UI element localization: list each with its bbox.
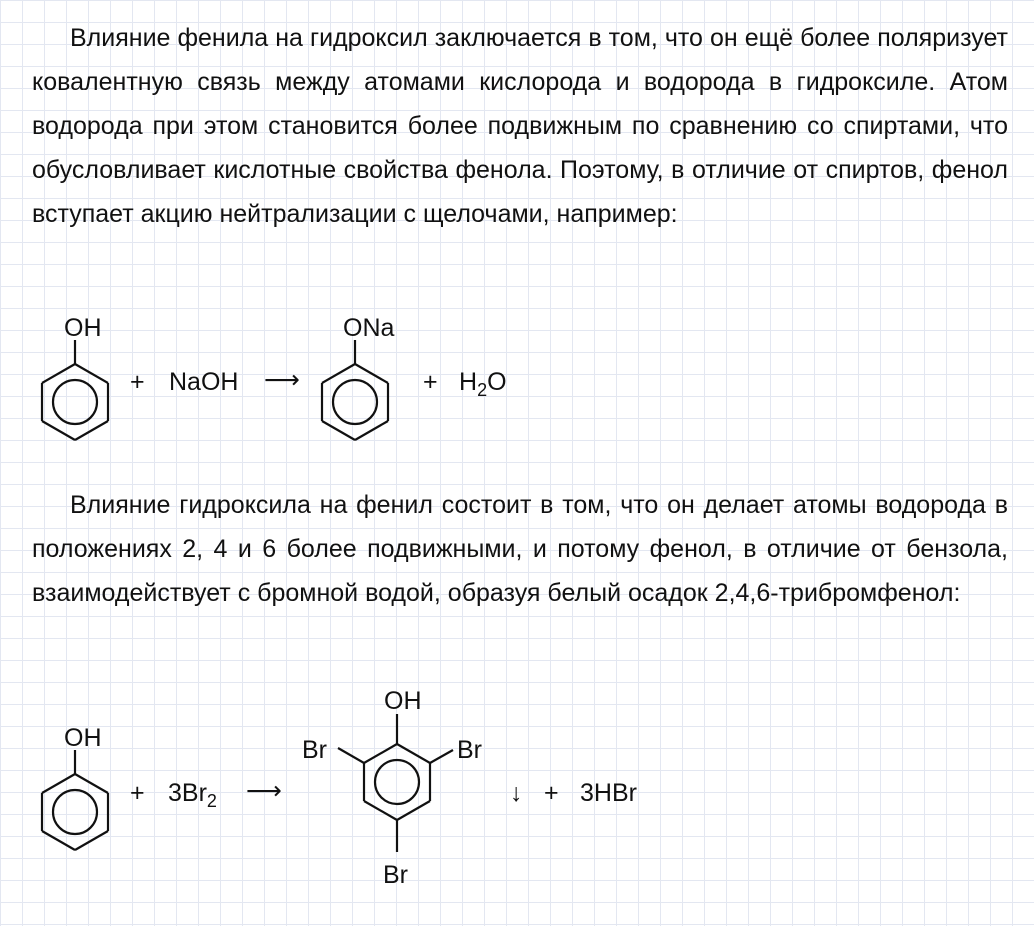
water-formula: $H_2O$ bbox=[459, 368, 507, 400]
tribromophenol-oh-label: OH bbox=[384, 687, 422, 715]
sodium-phenolate-ona-label: ONa bbox=[343, 314, 395, 342]
tribromophenol-br-right: Br bbox=[457, 736, 482, 764]
tribromophenol-br-bottom: Br bbox=[383, 861, 408, 889]
tribromophenol-br-left: Br bbox=[302, 736, 327, 764]
reaction1-arrow: ⟶ bbox=[264, 366, 300, 394]
hydrogen-bromide-formula: 3HBr bbox=[580, 779, 637, 807]
paragraph-phenyl-effect: Влияние фенила на гидроксил заключается в том, что он ещё более поляризует ковалентную связь между атомами кислорода и водорода в гидроксиле. Атом водорода при этом становится более подвижным по сравнению со спиртами, что обусловливает кислотные свойства фенола. Поэтому, в отличие от спиртов, фенол вступает акцию нейтрализации с щелочами, например: bbox=[32, 24, 1008, 228]
reaction2-plus-2: + bbox=[544, 779, 559, 807]
phenol-2-benzene-ring bbox=[40, 750, 110, 860]
reaction1-plus-2: + bbox=[423, 368, 438, 396]
reagent-bromine: $3Br_2$ bbox=[168, 779, 217, 811]
tribromophenol-benzene-ring bbox=[340, 714, 460, 864]
sodium-phenolate-benzene-ring bbox=[320, 340, 390, 450]
phenol-oh-label: OH bbox=[64, 314, 102, 342]
precipitate-arrow: ↓ bbox=[510, 779, 523, 807]
paragraph-hydroxyl-effect: Влияние гидроксила на фенил состоит в том, что он делает атомы водорода в положениях 2, 4 и 6 более подвижными, и потому фенол, в отличие от бензола, взаимодействует с бромной водой, образуя белый осадок 2,4,6-трибромфенол: bbox=[32, 491, 1008, 607]
reaction1-plus-1: + bbox=[130, 368, 145, 396]
phenol-benzene-ring bbox=[40, 340, 110, 450]
phenol-2-oh-label: OH bbox=[64, 724, 102, 752]
reagent-naoh: NaOH bbox=[169, 368, 239, 396]
reaction2-arrow: ⟶ bbox=[246, 777, 282, 805]
reaction2-plus-1: + bbox=[130, 779, 145, 807]
